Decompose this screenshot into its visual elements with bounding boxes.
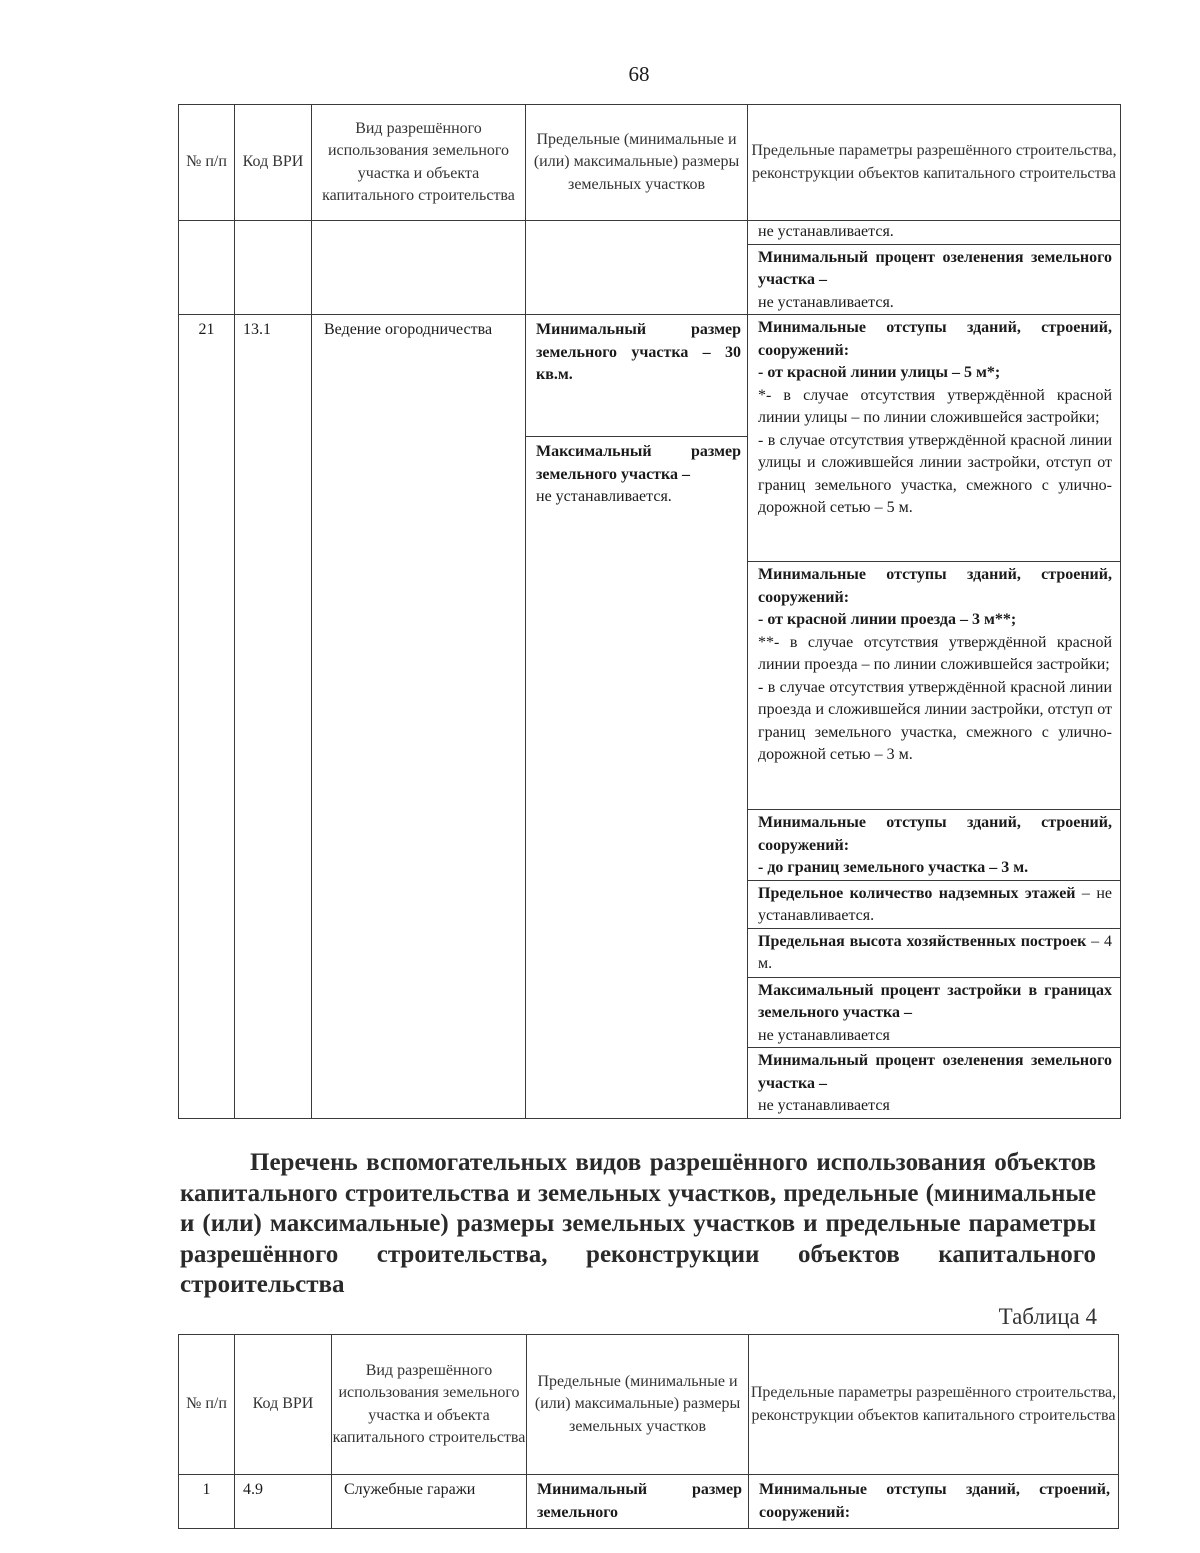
- row21-use-type: Ведение огородничества: [312, 315, 526, 1119]
- row21-param-7: [748, 1048, 1121, 1119]
- t4-header-build-params: Предельные параметры разрешённого строительства, реконструкции объектов капитального строительства: [749, 1335, 1119, 1475]
- row21-code: 13.1: [235, 315, 312, 1119]
- row21-param-7-block: [758, 1048, 1112, 1118]
- row21-param-1-line-2: *- в случае отсутствия утверждённой красной линии улицы – по линии сложившейся застройки;: [758, 386, 1112, 426]
- row21-size-min-text: Минимальный размер земельного участка – 30 кв.м.: [536, 321, 741, 383]
- row21-param-7-tail: не устанавливается: [758, 1097, 890, 1114]
- row21-param-3-head: Минимальные отступы зданий, строений, сооружений:: [758, 814, 1112, 854]
- row21-param-7-head: Минимальный процент озеленения земельного участка –: [758, 1052, 1112, 1092]
- header-plot-size: Предельные (минимальные и (или) максимальные) размеры земельных участков: [526, 105, 748, 221]
- row21-size-max: [526, 437, 748, 1119]
- header-code: Код ВРИ: [235, 105, 312, 221]
- row21-param-4-block: [758, 881, 1112, 928]
- row21-num: 21: [179, 315, 235, 1119]
- section-heading-text: Перечень вспомогательных видов разрешённого использования объектов капитального строительства и земельных участков, предельные (минимальные и (или) максимальные) размеры земельных участков и предельные параметры разрешённого строительства, реконструкции объектов капитального строительства: [180, 1149, 1096, 1298]
- t4-row1-size-text: Минимальный размер земельного: [537, 1481, 742, 1521]
- header-build-params: Предельные параметры разрешённого строительства, реконструкции объектов капитального строительства: [748, 105, 1121, 221]
- t4-header-use-type: Вид разрешённого использования земельного участка и объекта капитального строительства: [332, 1335, 527, 1475]
- row21-param-4-tail: – не устанавливается.: [758, 884, 1112, 924]
- cont-param-1-text: не устанавливается.: [758, 223, 894, 240]
- row21-param-6-block: [758, 978, 1112, 1048]
- row21-param-5-head: Предельная высота хозяйственных построек: [758, 932, 1087, 950]
- t4-header-code: Код ВРИ: [235, 1335, 332, 1475]
- row21-param-1-line-3: - в случае отсутствия утверждённой красной линии улицы и сложившейся линии застройки, отступ от границ земельного участка, смежного с улично-дорожной сетью – 5 м.: [758, 431, 1112, 516]
- t4-row1-num: 1: [179, 1475, 235, 1529]
- cont-param-2-block: [758, 245, 1112, 315]
- table-4: [178, 1334, 1119, 1529]
- row21-param-3-block: [758, 810, 1112, 880]
- row21-param-5-block: [758, 929, 1112, 976]
- row21-param-1-line-1: - от красной линии улицы – 5 м*;: [758, 364, 1001, 381]
- row21-param-2-head: Минимальные отступы зданий, строений, сооружений:: [758, 566, 1112, 606]
- section-heading: [180, 1148, 1096, 1301]
- header-use-type: Вид разрешённого использования земельного участка и объекта капитального строительства: [312, 105, 526, 221]
- row21-param-4: [748, 880, 1121, 928]
- table-caption: Таблица 4: [998, 1304, 1097, 1329]
- row21-param-3-line-1: - до границ земельного участка – 3 м.: [758, 859, 1029, 876]
- row21-param-1: [748, 315, 1121, 562]
- zoning-table-continued: [178, 104, 1121, 1119]
- table-4-header-row: [179, 1335, 1119, 1475]
- cont-param-2-tail: не устанавливается.: [758, 293, 894, 311]
- cont-size-cell: [526, 221, 748, 315]
- row21-param-6: [748, 977, 1121, 1048]
- row21-param-1-block: [758, 315, 1112, 520]
- page-number: 68: [628, 62, 650, 86]
- table-4-row-1: [179, 1475, 1119, 1529]
- t4-header-plot-size: Предельные (минимальные и (или) максимальные) размеры земельных участков: [527, 1335, 749, 1475]
- cont-param-2: [748, 244, 1121, 315]
- header-num: № п/п: [179, 105, 235, 221]
- row21-param-5: [748, 928, 1121, 977]
- row21-size-max-head: Максимальный размер земельного участка –: [536, 443, 741, 483]
- t4-row1-size: [527, 1475, 749, 1529]
- cont-param-1: [748, 221, 1121, 245]
- row21-param-6-tail: не устанавливается: [758, 1026, 890, 1044]
- t4-row1-use-type: Служебные гаражи: [332, 1475, 527, 1529]
- t4-row1-param-1-head: Минимальные отступы зданий, строений, сооружений:: [759, 1481, 1110, 1521]
- row21-param-6-head: Максимальный процент застройки в границах земельного участка –: [758, 981, 1112, 1021]
- table-header-row: [179, 105, 1121, 221]
- row21-param-2-line-2: **- в случае отсутствия утверждённой красной линии проезда – по линии сложившейся застройки;: [758, 633, 1112, 673]
- continuation-row: [179, 221, 1121, 245]
- t4-row1-param-1-block: [759, 1475, 1110, 1524]
- row21-param-2: [748, 562, 1121, 810]
- table-row-21-a: [179, 315, 1121, 437]
- cont-param-2-head: Минимальный процент озеленения земельного участка –: [758, 248, 1112, 288]
- cont-num-cell: [179, 221, 235, 315]
- row21-param-1-head: Минимальные отступы зданий, строений, сооружений:: [758, 319, 1112, 359]
- row21-param-2-line-1: - от красной линии проезда – 3 м**;: [758, 611, 1017, 628]
- t4-header-num: № п/п: [179, 1335, 235, 1475]
- row21-param-2-block: [758, 562, 1112, 767]
- row21-param-3: [748, 810, 1121, 881]
- cont-name-cell: [312, 221, 526, 315]
- t4-row1-param-1: [749, 1475, 1119, 1529]
- row21-param-2-line-3: - в случае отсутствия утверждённой красной линии проезда и сложившейся линии застройки, отступ от границ земельного участка, смежного с улично-дорожной сетью – 3 м.: [758, 678, 1112, 763]
- row21-param-4-head: Предельное количество надземных этажей: [758, 884, 1076, 902]
- row21-size-min: [526, 315, 748, 437]
- row21-size-max-tail: не устанавливается.: [536, 488, 672, 505]
- cont-code-cell: [235, 221, 312, 315]
- t4-row1-code: 4.9: [235, 1475, 332, 1529]
- row21-param-5-tail: – 4 м.: [758, 932, 1112, 972]
